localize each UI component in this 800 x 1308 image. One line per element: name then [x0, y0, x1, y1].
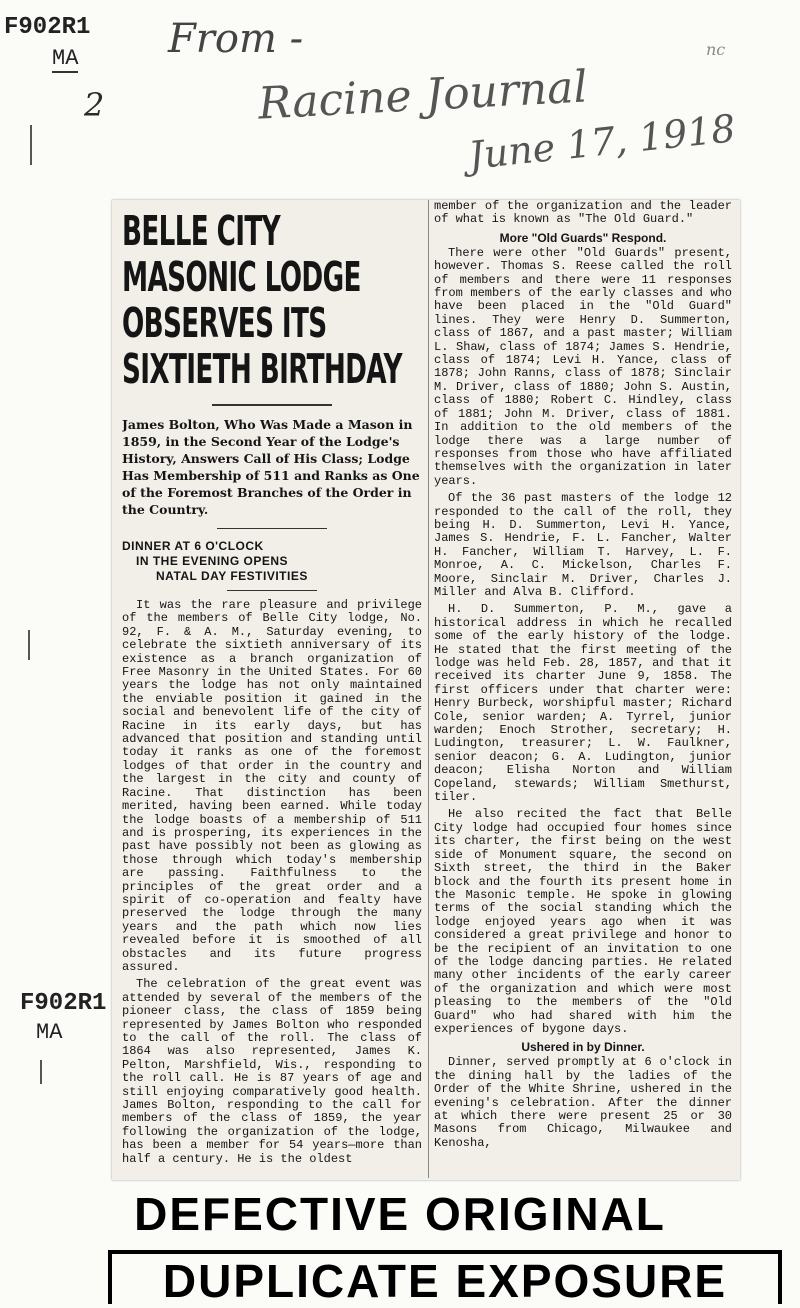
mark-nc: nc — [706, 40, 726, 59]
right-column — [434, 200, 732, 1178]
section-subhead: Ushered in by Dinner. — [521, 1040, 645, 1055]
source-title: Racine Journal — [256, 61, 589, 130]
duplicate-exposure-stamp: DUPLICATE EXPOSURE — [108, 1250, 782, 1304]
subhead-line-3: NATAL DAY FESTIVITIES — [156, 569, 308, 583]
call-number: F902R1 — [4, 14, 91, 41]
body-paragraph: There were other "Old Guards" present, however. Thomas S. Reese called the roll of members and there were 11 responses from members of the early classes and who have been placed in the "Old Guard" lines. They were Henry D. Summerton, class of 1867, and a past master; William L. Shaw, class of 1874; James S. Hendrie, class of 1874; Levi H. Yance, class of 1878; John Ranns, class of 1878; Sinclair M. Driver, class of 1880; John S. Austin, class of 1880; Robert C. Hindley, class of 1881; John M. Driver, class of 1881. In addition to the old members of the lodge there was a large number of responses from those who have affiliated themselves with the organization in later years. — [434, 245, 732, 488]
side-call-ma: MA — [36, 1020, 63, 1045]
deck: James Bolton, Who Was Made a Mason in 1859, in the Second Year of the Lodge's History, Answers Call of His Class; Lodge Has Membership of 511 and Ranks as One of the Foremost Branches of the Order in the Country. — [122, 417, 420, 517]
margin-tick — [40, 1060, 42, 1084]
body-paragraph: Dinner, served promptly at 6 o'clock in the dining hall by the ladies of the Order of the White Shrine, ushered in the evening's celebration. After the dinner at which there were present 25 or 30 Masons from Chicago, Milwaukee and Kenosha, — [434, 1055, 732, 1150]
margin-tick — [30, 125, 32, 165]
from-label: From - — [168, 16, 304, 62]
date-annotation: June 17, 1918 — [466, 106, 738, 178]
margin-tick — [28, 630, 30, 660]
call-ma: MA — [52, 46, 79, 71]
body-paragraph: H. D. Summerton, P. M., gave a historical address in which he recalled some of the early history of the lodge. He stated that the first meeting of the lodge was held Feb. 28, 1857, and that it received its charter June 9, 1858. The first officers under that charter were: Henry Burbeck, worshipful master; Richard Cole, senior warden; A. Tyrrel, junior warden; Enoch Strother, secretary; H. Ludington, treasurer; L. W. Faulkner, senior deacon; G. A. Ludington, junior deacon; Elisha Norton and William Copeland, stewards; William Smethurst, tiler. — [434, 602, 732, 805]
side-call-number: F902R1 — [20, 990, 107, 1017]
body-paragraph: member of the organization and the leader of what is known as "The Old Guard." — [434, 200, 732, 227]
body-paragraph: Of the 36 past masters of the lodge 12 responded to the call of the roll, they being H. D. Summerton, Levi H. Yance, James S. Hendrie, F. L. Fancher, Walter H. Fancher, William T. Harvey, L. F. Monroe, A. C. Mickelson, Charles F. Moore, Sinclair M. Driver, Charles J. Miller and Alva B. Clifford. — [434, 491, 732, 599]
page-number: 2 — [84, 86, 105, 124]
divider — [212, 404, 332, 406]
headline: BELLE CITY MASONIC LODGE OBSERVES ITS SIXTIETH BIRTHDAY — [122, 207, 402, 393]
body-paragraph: He also recited the fact that Belle City lodge had occupied four homes since its charter, the first being on the west side of Monument square, the second on Sixth street, the third in the Baker block and the fourth its present home in the Masonic temple. He spoke in glowing terms of the social standing which the lodge enjoyed years ago when it was considered a great privilege and honor to be the recipient of an invitation to one of the lodge dancing parties. He related many other incidents of the early career of the organization and which were most pleasing to the members of the "Old Guard" who had shared with him the experiences of bygone days. — [434, 807, 732, 1036]
body-paragraph: The celebration of the great event was attended by several of the members of the pioneer class, the class of 1859 being represented by James Bolton who responded to the call of the roll. The class of 1864 was also represented, James K. Pelton, Marshfield, Wis., responding to the roll call. He is 87 years of age and still enjoying comparatively good health. James Bolton, responding to the call for members of the class of 1859, the year following the organization of the lodge, has been a member for 54 years—more than half a century. He is the oldest — [122, 977, 422, 1166]
left-column — [122, 200, 422, 1178]
divider — [227, 590, 317, 591]
defective-original-stamp: DEFECTIVE ORIGINAL — [134, 1188, 666, 1240]
subhead-line-1: DINNER AT 6 O'CLOCK — [122, 539, 264, 553]
divider — [217, 528, 327, 529]
section-subhead: More "Old Guards" Respond. — [499, 230, 667, 245]
body-paragraph: It was the rare pleasure and privilege of the members of Belle City lodge, No. 92, F. & A. M., Saturday evening, to celebrate the sixtieth anniversary of its existence as a branch organization of Free Masonry in the United States. For 60 years the lodge has not only maintained the enviable position it gained in the social and benevolent life of the city of Racine in its early days, but has advanced that position and standing until today it ranks as one of the foremost lodges of that order in the country and the largest in the city and county of Racine. That distinction has been merited, having been earned. While today the lodge boasts of a membership of 511 and is prospering, its experiences in the past have possibly not been as glowing as those through which today's membership are passing. Faithfulness to the principles of the great order and a spirit of co-operation and fealty have preserved the lodge through the many years and the path which now lies revealed before it is smoothed of all obstacles and its future progress assured. — [122, 598, 422, 974]
newspaper-clipping — [112, 200, 740, 1180]
column-rule — [428, 200, 429, 1178]
subhead-line-2: IN THE EVENING OPENS — [136, 554, 289, 568]
